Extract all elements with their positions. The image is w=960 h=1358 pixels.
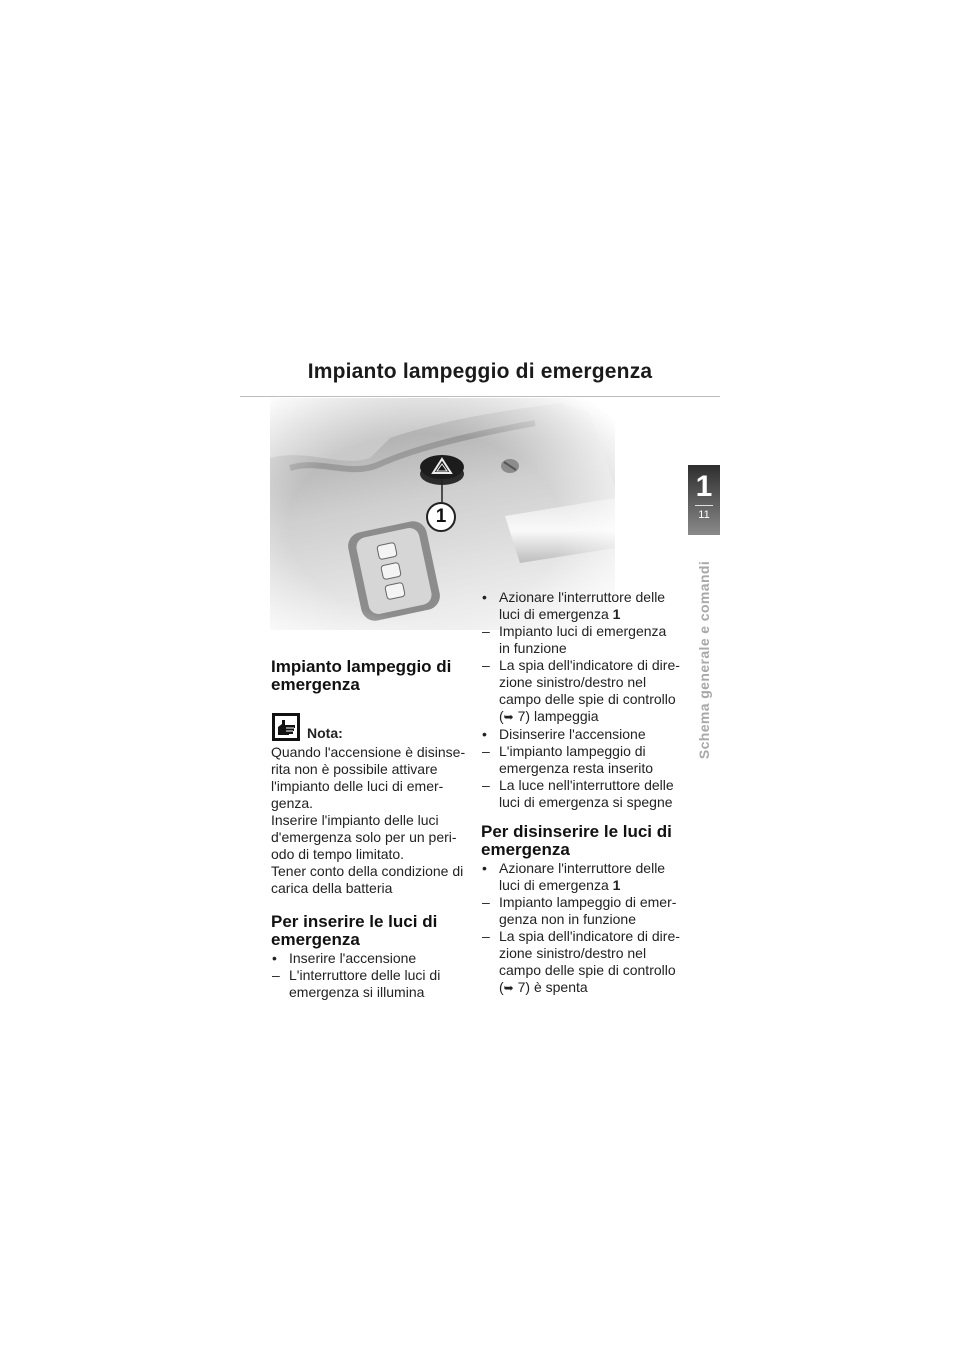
page-ref-arrow-icon: ➥ (503, 981, 514, 995)
section-side-label: Schema generale e comandi (696, 560, 712, 760)
bullet-mark: • (482, 589, 487, 605)
chapter-number: 1 (695, 470, 713, 503)
step-text: Impianto luci di emergenza in funzione (499, 623, 667, 656)
page-title: Impianto lampeggio di emergenza (307, 360, 653, 383)
bullet-mark: • (272, 950, 277, 966)
step-item (271, 950, 467, 967)
step-text: 7) lampeggia (513, 708, 599, 724)
step-text: L'impianto lampeggio di emergenza resta inserito (499, 743, 654, 776)
step-item (481, 894, 681, 928)
note-hand-icon (271, 712, 301, 742)
title-divider (240, 396, 720, 397)
step-text: Azionare l'interruttore delle luci di emergenza (499, 860, 666, 893)
callout-1: 1 (426, 502, 456, 532)
note-label: Nota: (307, 725, 343, 741)
step-text: 7) è spenta (513, 979, 588, 995)
dash-mark: – (482, 928, 490, 944)
step-text: Azionare l'interruttore delle luci di emergenza (499, 589, 666, 622)
step-text: La luce nell'interruttore delle luci di emergenza si spegne (499, 777, 674, 810)
dash-mark: – (482, 743, 490, 759)
step-item (481, 657, 681, 726)
callout-ref: 1 (612, 606, 621, 622)
dash-mark: – (482, 657, 490, 673)
dash-mark: – (272, 967, 280, 983)
left-column (271, 658, 467, 1001)
step-item (481, 623, 681, 657)
step-item (481, 726, 681, 743)
note-paragraph: Inserire l'impianto delle luci d'emergenza solo per un peri-odo di tempo limitato. (271, 812, 457, 862)
chapter-tab (688, 465, 720, 535)
step-text: Disinserire l'accensione (499, 726, 646, 742)
dash-mark: – (482, 623, 490, 639)
step-text: Inserire l'accensione (289, 950, 417, 966)
step-item (481, 589, 681, 623)
bullet-mark: • (482, 860, 487, 876)
note-header (271, 712, 467, 742)
note-paragraph: Quando l'accensione è disinse-rita non è possibile attivare l'impianto delle luci di emer-genza. (271, 744, 466, 811)
step-text: La spia dell'indicatore di dire-zione sinistro/destro nel campo delle spie di controllo ( (499, 928, 680, 995)
dash-mark: – (482, 777, 490, 793)
step-item (481, 777, 681, 811)
step-item (481, 743, 681, 777)
note-paragraph: Tener conto della condizione di carica della batteria (271, 863, 464, 896)
dash-mark: – (482, 894, 490, 910)
step-text: La spia dell'indicatore di dire-zione sinistro/destro nel campo delle spie di controllo ( (499, 657, 680, 724)
section-heading: Impianto lampeggio di emergenza (271, 657, 452, 694)
step-item (481, 860, 681, 894)
step-text: L'interruttore delle luci di emergenza si illumina (289, 967, 441, 1000)
bullet-mark: • (482, 726, 487, 742)
callout-ref: 1 (612, 877, 621, 893)
step-text: Impianto lampeggio di emer-genza non in funzione (499, 894, 677, 927)
page-number: 11 (698, 509, 710, 521)
page-ref-arrow-icon: ➥ (503, 710, 514, 724)
right-column (481, 589, 681, 997)
activate-heading: Per inserire le luci di emergenza (271, 912, 438, 949)
deactivate-heading: Per disinserire le luci di emergenza (481, 822, 672, 859)
step-item (481, 928, 681, 997)
step-item (271, 967, 467, 1001)
